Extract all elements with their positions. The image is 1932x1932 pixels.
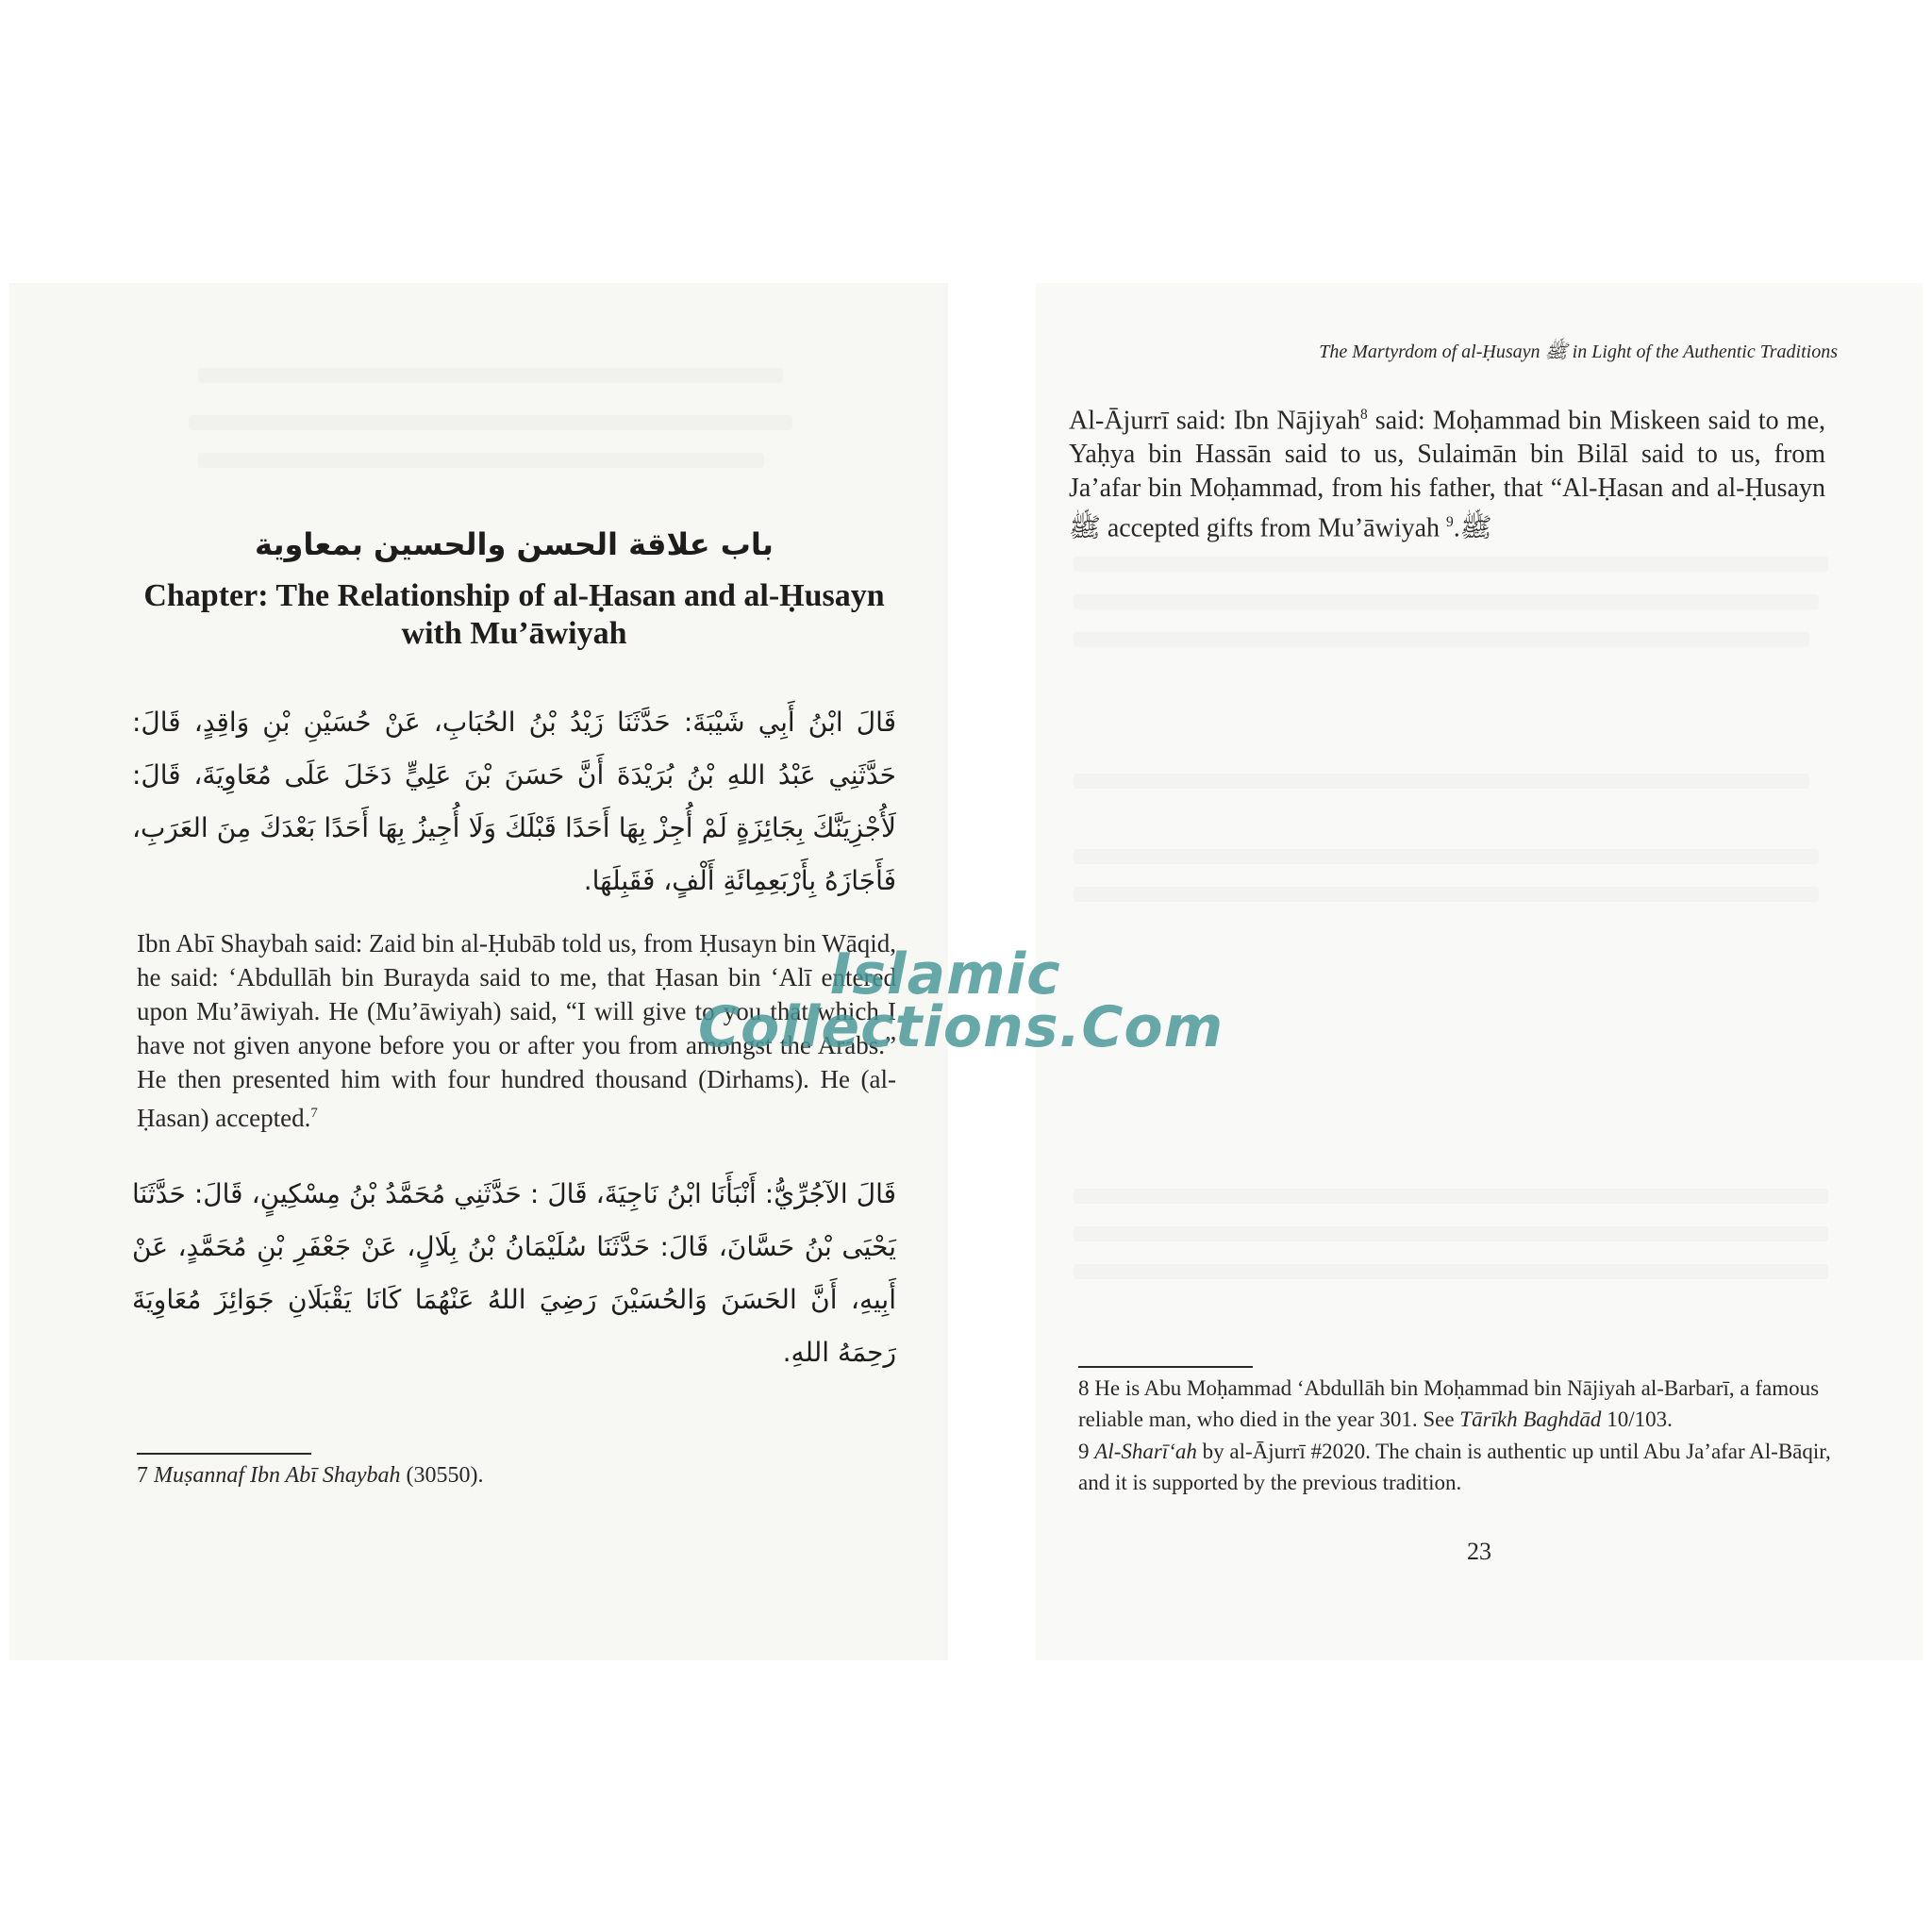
footnote-7-ref: (30550). [406,1463,484,1488]
bleed-through-line [1074,594,1819,609]
footnote-separator [1078,1366,1253,1368]
footnote-marker-9: 9 [1446,514,1454,531]
bleed-through-line [1074,1226,1828,1241]
arabic-narration-1: قَالَ ابْنُ أَبِي شَيْبَةَ: حَدَّثَنَا زَيْدُ بْنُ الحُبَابِ، عَنْ حُسَيْنِ بْنِ وَاقِدٍ، قَالَ: حَدَّثَنِي عَبْدُ اللهِ بْنُ بُرَيْدَةَ أَنَّ حَسَنَ بْنَ عَلِيٍّ دَخَلَ عَلَى مُعَاوِيَةَ، قَالَ: لَأُجْزِيَنَّكَ بِجَائِزَةٍ لَمْ أُجِزْ بِهَا أَحَدًا قَبْلَكَ وَلَا أُجِيزُ بِهَا أَحَدًا بَعْدَكَ مِنَ العَرَبِ، فَأَجَازَهُ بِأَرْبَعِمِائَةِ أَلْفٍ، فَقَبِلَهَا. [132,707,896,896]
arabic-narration-2: قَالَ الآجُرِّيُّ: أَنْبَأَنَا ابْنُ نَاجِيَةَ، قَالَ : حَدَّثَنِي مُحَمَّدُ بْنُ مِسْكِينٍ، قَالَ: حَدَّثَنَا يَحْيَى بْنُ حَسَّانَ، قَالَ: حَدَّثَنَا سُلَيْمَانُ بْنُ بِلَالٍ، عَنْ جَعْفَرِ بْنِ مُحَمَّدٍ، عَنْ أَبِيهِ، أَنَّ الحَسَنَ وَالحُسَيْنَ رَضِيَ اللهُ عَنْهُمَا كَانَا يَقْبَلَانِ جَوَائِزَ مُعَاوِيَةَ رَحِمَهُ اللهِ. [132,1178,896,1368]
english-paragraph-part2: said: Moḥammad bin Miskeen said to me, Yaḥya bin Hassān said to us, Sulaimān bin Bilāl said to us, from Ja’afar bin Moḥammad, from his father, that “Al-Ḥasan and al-Ḥusayn ﷺ accepted gifts from Mu’āwiyah ﷺ. [1069,406,1826,543]
footnote-marker-8: 8 [1359,407,1368,423]
bleed-through-line [1074,557,1828,572]
chapter-heading-english: Chapter: The Relationship of al-Ḥasan and al-Ḥusayn with Mu’āwiyah [143,578,885,651]
bleed-through-line [1074,1264,1828,1279]
bleed-through-line [198,453,764,468]
bleed-through-line [198,368,783,383]
footnote-7-number: 7 [137,1463,148,1488]
footnote-9 [1078,1436,1863,1498]
footnote-7-title: Muṣannaf Ibn Abī Shaybah [154,1463,401,1488]
running-head: The Martyrdom of al-Ḥusayn ﷺ in Light of the Authentic Traditions [1319,341,1838,362]
chapter-heading-arabic: باب علاقة الحسن والحسين بمعاوية [255,526,774,562]
bleed-through-line [189,415,792,430]
bleed-through-line [1074,887,1819,902]
footnote-8-text: 8 He is Abu Moḥammad ‘Abdullāh bin Moḥammad bin Nājiyah al-Barbarī, a famous reliable man, who died in the year 301. See [1078,1376,1820,1431]
footnote-9-number: 9 [1078,1440,1090,1463]
bleed-through-line [1074,774,1809,789]
english-translation-1-text: Ibn Abī Shaybah said: Zaid bin al-Ḥubāb told us, from Ḥusayn bin Wāqid, he said: ‘Abdullāh bin Burayda said to me, that Ḥasan bin ‘Alī entered upon Mu’āwiyah. He (Mu’āwiyah) said, “I will give to you that which I have not given anyone before you or after you from amongst the Arabs.” He then presented him with four hundred thousand (Dirhams). He (al-Ḥasan) accepted. [137,929,896,1132]
footnote-7 [137,1460,891,1491]
watermark-line-2: Collections.Com [698,994,1224,1060]
watermark-logo [689,941,1255,1060]
footnote-8 [1078,1373,1863,1435]
english-paragraph [1069,398,1825,546]
footnote-9-text: by al-Ājurrī #2020. The chain is authentic up until Abu Ja’afar Al-Bāqir, and it is supported by the previous tradition. [1078,1440,1831,1494]
footnote-8-ref: 10/103. [1607,1407,1673,1431]
bleed-through-line [1074,632,1809,647]
bleed-through-line [1074,849,1819,864]
page-number: 23 [1467,1538,1491,1565]
footnote-marker-7: 7 [310,1106,318,1121]
bleed-through-line [1074,1189,1828,1204]
footnote-separator [137,1453,311,1455]
watermark-line-1: Islamic [830,941,1061,1008]
footnote-8-title: Tārīkh Baghdād [1459,1407,1602,1431]
english-paragraph-part1: Al-Ājurrī said: Ibn Nājiyah [1069,406,1360,436]
footnote-9-title: Al-Sharī‘ah [1094,1440,1197,1463]
